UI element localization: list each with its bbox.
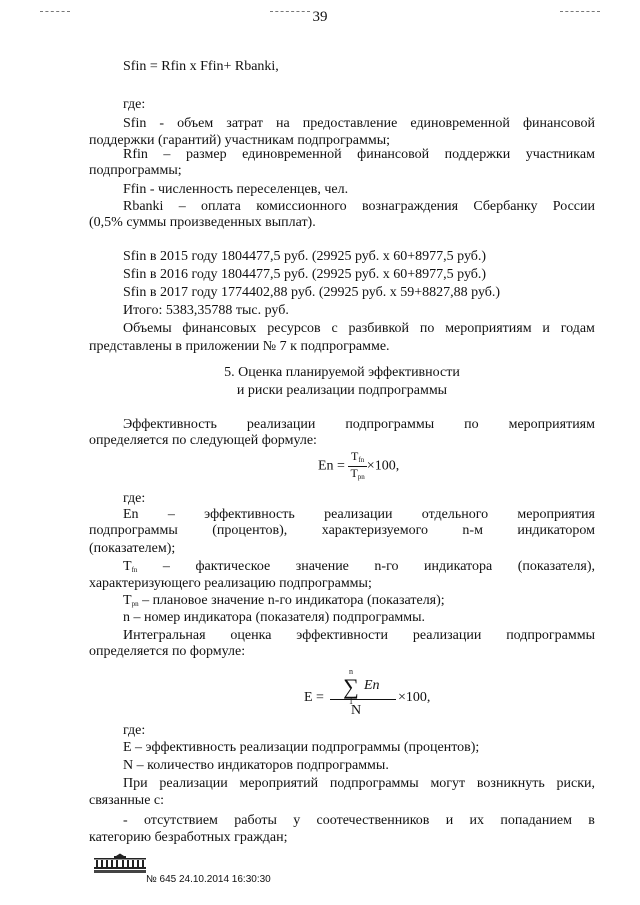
risks-line-1 bbox=[123, 775, 595, 792]
efficiency-line-1 bbox=[123, 416, 595, 433]
rbanki-definition-line-1 bbox=[123, 198, 595, 215]
word: подпрограммы bbox=[89, 523, 178, 538]
word: подпрограммы bbox=[329, 776, 419, 791]
word: по bbox=[464, 417, 479, 432]
word: мероприятий bbox=[239, 776, 319, 791]
calc-2017: Sfin в 2017 году 1774402,88 руб. (29925 руб. х 59+8827,88 руб.) bbox=[123, 285, 501, 300]
word: и bbox=[445, 813, 454, 828]
word: оплата bbox=[201, 199, 241, 214]
word: их bbox=[469, 813, 485, 828]
formula-en-denominator: $T_{pn}$ bbox=[350, 466, 365, 481]
word: риски, bbox=[556, 776, 595, 791]
word: мероприятия bbox=[517, 507, 595, 522]
word: участникам bbox=[525, 147, 595, 162]
risk-item-line-2: категорию безработных граждан; bbox=[89, 830, 288, 845]
word: комиссионного bbox=[256, 199, 347, 214]
word: по bbox=[419, 321, 435, 336]
formula-en-numerator: $T_{fn}$ bbox=[348, 450, 366, 467]
word: у bbox=[293, 813, 301, 828]
word: n-го bbox=[374, 559, 399, 574]
word: попаданием bbox=[500, 813, 572, 828]
word: Rbanki bbox=[123, 199, 164, 214]
volumes-line-1 bbox=[123, 320, 595, 337]
rfin-definition-line-2: подпрограммы; bbox=[89, 163, 182, 178]
word: реализации bbox=[412, 628, 482, 643]
document-footer: № 645 24.10.2014 16:30:30 bbox=[146, 874, 271, 885]
word: оценка bbox=[230, 628, 272, 643]
en-definition-line-2 bbox=[89, 522, 595, 539]
word: характеризуемого bbox=[321, 523, 428, 538]
word: единовременной bbox=[410, 116, 510, 131]
word: – bbox=[162, 559, 170, 574]
formula-e-lhs: E = bbox=[304, 690, 324, 705]
integral-line-1 bbox=[123, 627, 595, 644]
word: реализации bbox=[159, 776, 228, 791]
word: работы bbox=[234, 813, 277, 828]
formula-en-fraction bbox=[348, 450, 366, 483]
word: n-м bbox=[462, 523, 483, 538]
where-label: где: bbox=[123, 97, 146, 112]
total: Итого: 5383,35788 тыс. руб. bbox=[123, 303, 289, 318]
word: (показателя), bbox=[517, 559, 595, 574]
sum-lower-limit: 1 bbox=[349, 697, 353, 706]
word: Интегральная bbox=[123, 628, 206, 643]
word: подпрограммы bbox=[345, 417, 435, 432]
tfn-definition-line-2: характеризующего реализацию подпрограммы; bbox=[89, 576, 372, 591]
section-title-line-1: 5. Оценка планируемой эффективности bbox=[224, 365, 460, 380]
word: финансовой bbox=[357, 147, 430, 162]
formula-e-summand: En bbox=[364, 678, 380, 693]
formula-e bbox=[300, 668, 460, 718]
sfin-definition-line-1 bbox=[123, 115, 595, 132]
en-definition-line-1 bbox=[123, 506, 595, 523]
integral-line-2: определяется по формуле: bbox=[89, 644, 246, 659]
word: Sfin bbox=[123, 116, 147, 131]
en-definition-line-3: (показателем); bbox=[89, 541, 176, 556]
tfn-symbol: $T_{fn}$ bbox=[123, 559, 138, 574]
word: Сбербанку bbox=[473, 199, 538, 214]
word: Rfin bbox=[123, 147, 148, 162]
e-definition: E – эффективность реализации подпрограммы (процентов); bbox=[123, 740, 480, 755]
word: финансовой bbox=[522, 116, 595, 131]
word: мероприятиям bbox=[508, 417, 595, 432]
word: реализации bbox=[246, 417, 316, 432]
word: значение bbox=[295, 559, 349, 574]
word: En bbox=[123, 507, 139, 522]
word: возникнуть bbox=[476, 776, 545, 791]
calc-2015: Sfin в 2015 году 1804477,5 руб. (29925 руб. х 60+8977,5 руб.) bbox=[123, 249, 487, 264]
word: поддержки bbox=[444, 147, 511, 162]
formula-en-rhs: ×100, bbox=[366, 458, 400, 474]
word: соотечественников bbox=[316, 813, 430, 828]
word: индикатора bbox=[424, 559, 493, 574]
tpn-symbol: $T_{pn}$ bbox=[123, 593, 139, 608]
rfin-definition-line-1 bbox=[123, 146, 595, 163]
n-definition: n – номер индикатора (показателя) подпрограммы. bbox=[123, 610, 426, 625]
word: Эффективность bbox=[123, 417, 217, 432]
sfin-definition-line-2: поддержки (гарантий) участникам подпрограммы; bbox=[89, 133, 391, 148]
formula-en-lhs: En = bbox=[318, 458, 345, 474]
ffin-definition: Ffin - численность переселенцев, чел. bbox=[123, 182, 349, 197]
risks-line-2: связанные с: bbox=[89, 793, 165, 808]
word: в bbox=[588, 813, 595, 828]
word: Объемы bbox=[123, 321, 172, 336]
formula-e-denominator: N bbox=[351, 703, 362, 718]
n-count-definition: N – количество индикаторов подпрограммы. bbox=[123, 758, 389, 773]
word: разбивкой bbox=[348, 321, 410, 336]
government-building-stamp-icon bbox=[92, 853, 148, 875]
section-title-line-2: и риски реализации подпрограммы bbox=[236, 383, 448, 398]
word: вознаграждения bbox=[361, 199, 459, 214]
formula-sfin: Sfin = Rfin x Ffin+ Rbanki, bbox=[123, 59, 279, 74]
word: – bbox=[163, 147, 171, 162]
sum-upper-limit: n bbox=[349, 667, 353, 676]
efficiency-line-2: определяется по следующей формуле: bbox=[89, 433, 317, 448]
sum-sign-symbol: ∑ bbox=[343, 674, 359, 699]
word: эффективности bbox=[296, 628, 389, 643]
word: единовременной bbox=[242, 147, 342, 162]
word: - bbox=[159, 116, 165, 131]
word: подпрограммы bbox=[506, 628, 595, 643]
risk-item-line-1 bbox=[123, 812, 595, 829]
formula-e-rhs: ×100, bbox=[398, 690, 431, 705]
word: (процентов), bbox=[212, 523, 288, 538]
word: России bbox=[552, 199, 595, 214]
formula-e-fraction-bar bbox=[330, 699, 396, 700]
word: с bbox=[331, 321, 338, 336]
tpn-definition: $T_{pn}$ – плановое значение n-го индикатора (показателя); bbox=[123, 593, 445, 608]
page-number: 39 bbox=[312, 9, 328, 25]
word: При bbox=[123, 776, 148, 791]
word: предоставление bbox=[302, 116, 398, 131]
word: фактическое bbox=[195, 559, 271, 574]
word: и bbox=[542, 321, 550, 336]
word: индикатором bbox=[517, 523, 595, 538]
word: размер bbox=[185, 147, 227, 162]
word: мероприятиям bbox=[445, 321, 532, 336]
word: отдельного bbox=[421, 507, 489, 522]
volumes-line-2: представлены в приложении № 7 к подпрограмме. bbox=[89, 339, 390, 354]
word: ресурсов bbox=[267, 321, 321, 336]
word: финансовых bbox=[182, 321, 257, 336]
word: отсутствием bbox=[143, 813, 218, 828]
word: - bbox=[123, 813, 128, 828]
where-label: где: bbox=[123, 491, 146, 506]
word: на bbox=[276, 116, 290, 131]
word: реализации bbox=[324, 507, 393, 522]
calc-2016: Sfin в 2016 году 1804477,5 руб. (29925 руб. х 60+8977,5 руб.) bbox=[123, 267, 487, 282]
word: затрат bbox=[226, 116, 263, 131]
word: могут bbox=[430, 776, 466, 791]
rbanki-definition-line-2: (0,5% суммы произведенных выплат). bbox=[89, 215, 316, 230]
word: эффективность bbox=[204, 507, 295, 522]
formula-en bbox=[318, 450, 399, 483]
word: – bbox=[167, 507, 175, 522]
word: объем bbox=[177, 116, 214, 131]
word: годам bbox=[560, 321, 595, 336]
word: – bbox=[178, 199, 186, 214]
where-label: где: bbox=[123, 723, 146, 738]
